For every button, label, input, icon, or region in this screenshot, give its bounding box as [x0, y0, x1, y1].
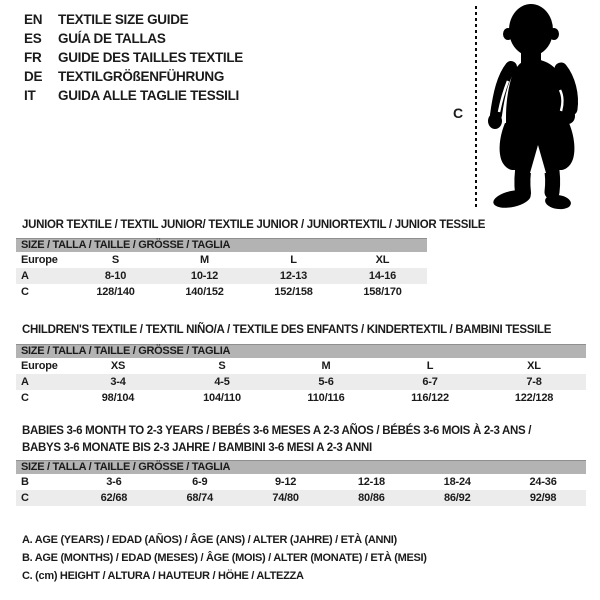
lang-label: TEXTILE SIZE GUIDE: [58, 12, 189, 27]
height-measure-line: [475, 6, 477, 208]
cell: 128/140: [96, 286, 135, 298]
cell: 62/68: [100, 492, 128, 504]
table-row: [16, 374, 586, 390]
cell: S: [111, 254, 120, 266]
row-label: C: [21, 492, 29, 504]
row-label: A: [21, 376, 29, 388]
row-label: B: [21, 476, 29, 488]
cell: 152/158: [274, 286, 313, 298]
cell: 8-10: [104, 270, 127, 282]
babies-section-title-line1: BABIES 3-6 MONTH TO 2-3 YEARS / BEBÉS 3-6 MESES A 2-3 AÑOS / BÉBÉS 3-6 MOIS À 2-3 ANS /: [22, 425, 532, 437]
row-label: C: [21, 286, 29, 298]
size-header-bar: SIZE / TALLA / TAILLE / GRÖSSE / TAGLIA: [16, 238, 427, 252]
size-header-bar: SIZE / TALLA / TAILLE / GRÖSSE / TAGLIA: [16, 460, 586, 474]
cell: 158/170: [363, 286, 402, 298]
row-label: C: [21, 392, 29, 404]
cell: 110/116: [307, 392, 345, 404]
babies-size-table: [16, 460, 586, 506]
lang-code: FR: [24, 50, 42, 65]
children-size-table: [16, 344, 586, 406]
table-row: [16, 474, 586, 490]
lang-label: GUIDE DES TAILLES TEXTILE: [58, 50, 244, 65]
baby-silhouette: [481, 3, 597, 211]
table-row: [16, 284, 427, 300]
lang-code: IT: [24, 88, 36, 103]
cell: 3-4: [110, 376, 126, 388]
cell: 3-6: [106, 476, 122, 488]
table-row: [16, 358, 586, 374]
cell: M: [321, 360, 331, 372]
lang-row-it: [24, 86, 243, 105]
cell: 92/98: [529, 492, 557, 504]
cell: XL: [375, 254, 390, 266]
cell: 116/122: [411, 392, 449, 404]
cell: 6-7: [422, 376, 438, 388]
cell: 9-12: [274, 476, 297, 488]
lang-row-es: [24, 29, 243, 48]
cell: XL: [527, 360, 541, 372]
lang-code: EN: [24, 12, 43, 27]
cell: 10-12: [190, 270, 219, 282]
row-label: A: [21, 270, 29, 282]
cell: 104/110: [203, 392, 241, 404]
lang-row-fr: [24, 48, 243, 67]
cell: L: [290, 254, 297, 266]
lang-code: DE: [24, 69, 43, 84]
row-label: Europe: [21, 360, 58, 372]
cell: 74/80: [272, 492, 299, 504]
row-label: Europe: [21, 254, 58, 266]
lang-label: GUÍA DE TALLAS: [58, 31, 166, 46]
table-row: [16, 252, 427, 268]
cell: 4-5: [214, 376, 230, 388]
cell: 80/86: [358, 492, 385, 504]
footnote-a: A. AGE (YEARS) / EDAD (AÑOS) / ÂGE (ANS) / ALTER (JAHRE) / ETÀ (ANNI): [22, 534, 397, 546]
footnote-b: B. AGE (MONTHS) / EDAD (MESES) / ÂGE (MOIS) / ALTER (MONATE) / ETÀ (MESI): [22, 552, 427, 564]
cell: 24-36: [529, 476, 557, 488]
footnotes: [22, 531, 427, 585]
lang-row-en: [24, 10, 243, 29]
cell: 6-9: [192, 476, 208, 488]
lang-label: GUIDA ALLE TAGLIE TESSILI: [58, 88, 239, 103]
lang-code: ES: [24, 31, 42, 46]
cell: M: [200, 254, 209, 266]
children-section-title: CHILDREN'S TEXTILE / TEXTIL NIÑO/A / TEXTILE DES ENFANTS / KINDERTEXTIL / BAMBINI TESSILE: [22, 324, 552, 336]
cell: XS: [110, 360, 126, 372]
cell: 18-24: [443, 476, 471, 488]
footnote-c: C. (cm) HEIGHT / ALTURA / HAUTEUR / HÖHE / ALTEZZA: [22, 570, 304, 582]
cell: 98/104: [101, 392, 135, 404]
cell: L: [426, 360, 434, 372]
junior-size-table: [16, 238, 427, 300]
table-row: [16, 390, 586, 406]
cell: 122/128: [514, 392, 554, 404]
cell: 12-13: [279, 270, 308, 282]
lang-row-de: [24, 67, 243, 86]
cell: 68/74: [186, 492, 213, 504]
cell: 14-16: [368, 270, 397, 282]
table-row: [16, 490, 586, 506]
babies-section-title-line2: BABYS 3-6 MONATE BIS 2-3 JAHRE / BAMBINI 3-6 MESI A 2-3 ANNI: [22, 442, 372, 454]
cell: 86/92: [443, 492, 471, 504]
table-row: [16, 268, 427, 284]
language-header: [24, 10, 243, 105]
lang-label: TEXTILGRÖßENFÜHRUNG: [58, 69, 225, 84]
cell: 12-18: [357, 476, 385, 488]
size-header-bar: SIZE / TALLA / TAILLE / GRÖSSE / TAGLIA: [16, 344, 586, 358]
height-measure-label: C: [453, 105, 464, 121]
cell: 140/152: [185, 286, 224, 298]
cell: 7-8: [526, 376, 542, 388]
cell: S: [218, 360, 226, 372]
cell: 5-6: [318, 376, 334, 388]
junior-section-title: JUNIOR TEXTILE / TEXTIL JUNIOR/ TEXTILE JUNIOR / JUNIORTEXTIL / JUNIOR TESSILE: [22, 219, 486, 231]
